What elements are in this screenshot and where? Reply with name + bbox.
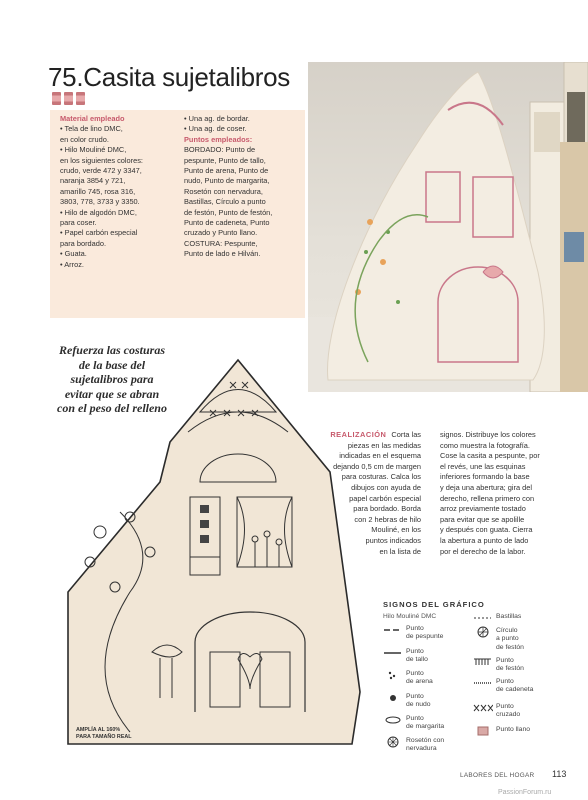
legend-label (406, 648, 428, 665)
legend-subtitle: Hilo Mouliné DMC (383, 613, 437, 620)
enlarge-note (76, 727, 132, 741)
text-line: piezas en las medidas (347, 440, 421, 450)
text-line: para costuras. Calca los (341, 472, 421, 482)
legend-label-line: de cadeneta (496, 686, 534, 694)
text-line: COSTURA: Pespunte, (184, 238, 258, 248)
text-line: • Una ag. de coser. (184, 124, 247, 134)
legend-label (406, 670, 433, 687)
text-line: puntos indicados (365, 535, 421, 545)
legend-label-line: Rosetón con (406, 737, 445, 744)
text-line: en la lista de (379, 546, 421, 556)
legend-label (496, 703, 520, 720)
text-line: • Tela de lino DMC, (60, 124, 123, 134)
legend-label (406, 625, 443, 642)
text-line: para bordado. (60, 238, 107, 248)
text-line: Cose la casita a pespunte, por (440, 451, 540, 461)
legend-label (496, 627, 524, 652)
instructions-keyword: REALIZACIÓN (330, 430, 387, 439)
legend-label-line: de arena (406, 678, 433, 686)
material-left-column (60, 114, 175, 270)
text-line: signos. Distribuye los colores (440, 430, 536, 439)
text-line: Punto de lado e Hilván. (184, 249, 261, 259)
text-line: dejando 0,5 cm de margen (333, 461, 421, 471)
page-title: 75.Casita sujetalibros (48, 62, 290, 92)
text-line: derecho, rellena primero con (440, 493, 535, 503)
puntos-list (184, 145, 302, 259)
text-line: crudo, verde 472 y 3347, (60, 166, 142, 176)
text-line: Punto de arena, Punto de (184, 166, 269, 176)
legend-label-line: de tallo (406, 656, 428, 664)
legend-label (496, 726, 530, 736)
instructions-text-a (333, 430, 421, 556)
text-line: para bordado. Borda (353, 504, 421, 514)
text-line: inferiores formando la base (440, 472, 530, 482)
legend-item (383, 693, 431, 710)
text-line: • Papel carbón especial (60, 228, 138, 238)
legend-item (383, 625, 443, 642)
legend-item (383, 715, 444, 732)
legend-label (406, 737, 444, 754)
legend-item (473, 678, 533, 695)
text-line: el revés, une las esquinas (440, 461, 526, 471)
petal-icon (383, 715, 403, 725)
legend-label-line: Punto (496, 678, 514, 685)
house-pillow-photo-illustration (308, 62, 588, 392)
text-line: BORDADO: Punto de (184, 145, 256, 155)
text-line: indicadas en el esquema (339, 451, 421, 461)
legend-item (473, 703, 520, 720)
legend-label (496, 678, 533, 695)
dots-icon (383, 670, 403, 680)
text-line: cruzado y Punto llano. (184, 228, 258, 238)
text-line: naranja 3854 y 721, (60, 176, 126, 186)
text-line: • Hilo de algodón DMC, (60, 207, 137, 217)
text-line: papel carbón especial (349, 493, 421, 503)
chain-icon (473, 678, 493, 688)
legend-item (473, 613, 521, 623)
legend-label-line: nervadura (406, 745, 437, 753)
legend-label-line: de festón (496, 665, 524, 673)
legend-item (383, 737, 444, 754)
text-line: con 2 hebras de hilo (354, 514, 421, 524)
spool-icon (64, 92, 73, 105)
legend-label-line: Punto (406, 670, 424, 677)
material-right-column (184, 114, 302, 260)
instructions-column-a (308, 430, 421, 557)
legend-title: SIGNOS DEL GRÁFICO (383, 600, 485, 609)
legend-label (406, 715, 444, 732)
text-line: 3803, 778, 3733 y 3350. (60, 197, 140, 207)
legend-item (473, 627, 524, 652)
legend-label-line: Punto (496, 657, 514, 664)
legend-label-line: Punto (406, 648, 424, 655)
text-line: para evitar que se apolille (440, 514, 525, 524)
material-heading: Material empleado (60, 114, 125, 123)
text-line: • Guata. (60, 249, 87, 259)
text-line: • Hilo Mouliné DMC, (60, 145, 127, 155)
festoon-icon (473, 657, 493, 667)
legend-label-line: de festón (496, 643, 524, 651)
difficulty-spools (52, 92, 85, 105)
tip-quote: Refuerza las costuras de la base del sujetalibros para evitar que se abran con el peso del relleno (57, 343, 167, 415)
text-line: en color crudo. (60, 134, 109, 144)
text-line: Corta las (391, 430, 421, 439)
text-line: de festón, Punto de festón, (184, 207, 273, 217)
watermark: PassionForum.ru (498, 789, 552, 796)
circle-festoon-icon (473, 627, 493, 637)
spool-icon (76, 92, 85, 105)
text-line: Bastillas, Círculo a punto (184, 197, 266, 207)
text-line: como muestra la fotografía. (440, 440, 530, 450)
legend-label-line: Punto (406, 715, 424, 722)
legend-label-line: Punto llano (496, 726, 531, 733)
legend-item (473, 657, 524, 674)
material-list-extra (184, 114, 302, 135)
enlarge-line: AMPLÍA AL 160% (76, 727, 121, 733)
legend-item (473, 726, 530, 736)
text-line: nudo, Punto de margarita, (184, 176, 270, 186)
legend-item (383, 648, 428, 665)
text-line: • Arroz. (60, 259, 84, 269)
satin-square-icon (473, 726, 493, 736)
spool-icon (52, 92, 61, 105)
text-line: Rosetón con nervadura, (184, 186, 263, 196)
text-line: por el derecho de la labor. (440, 546, 526, 556)
material-list (60, 124, 175, 270)
legend-label-line: de nudo (406, 701, 431, 709)
text-line: para coser. (60, 218, 97, 228)
legend-label (496, 657, 524, 674)
legend-label-line: cruzado (496, 711, 521, 719)
dashed-line-icon (473, 613, 493, 623)
rosette-icon (383, 737, 403, 747)
text-line: Mouliné, en los (371, 525, 421, 535)
legend-label-line: Bastillas (496, 613, 522, 620)
text-line: • Una ag. de bordar. (184, 114, 250, 123)
legend-label-line: Círculo (496, 627, 518, 634)
text-line: pespunte, Punto de tallo, (184, 155, 266, 165)
text-line: arroz previamente tostado (440, 504, 526, 514)
legend-label-line: Punto (496, 703, 514, 710)
text-line: dibujos con ayuda de (351, 482, 421, 492)
text-line: la abertura a punto de lado (440, 535, 529, 545)
solid-line-icon (383, 648, 403, 658)
enlarge-line: PARA TAMAÑO REAL (76, 734, 132, 740)
legend-item (383, 670, 433, 687)
cross-stitch-icon (473, 703, 493, 713)
knot-dot-icon (383, 693, 403, 703)
legend-label-line: de margarita (406, 723, 445, 731)
legend-label-line: de pespunte (406, 633, 444, 641)
legend-label-line: a punto (496, 635, 519, 643)
legend-label (496, 613, 521, 623)
legend-label (406, 693, 431, 710)
text-line: y después con guata. Cierra (440, 525, 533, 535)
legend-label-line: Punto (406, 693, 424, 700)
puntos-heading: Puntos empleados: (184, 134, 253, 144)
text-line: amarillo 745, rosa 316, (60, 186, 136, 196)
legend-label-line: Punto (406, 625, 424, 632)
page-number: 113 (552, 769, 567, 779)
magazine-name: LABORES DEL HOGAR (460, 772, 535, 779)
bookend-photo (308, 62, 588, 392)
text-line: y deja una abertura; gira del (440, 482, 533, 492)
dash-line-icon (383, 625, 403, 635)
text-line: en los siguientes colores: (60, 155, 143, 165)
instructions-column-b (440, 430, 580, 557)
text-line: Punto de cadeneta, Punto (184, 218, 270, 228)
